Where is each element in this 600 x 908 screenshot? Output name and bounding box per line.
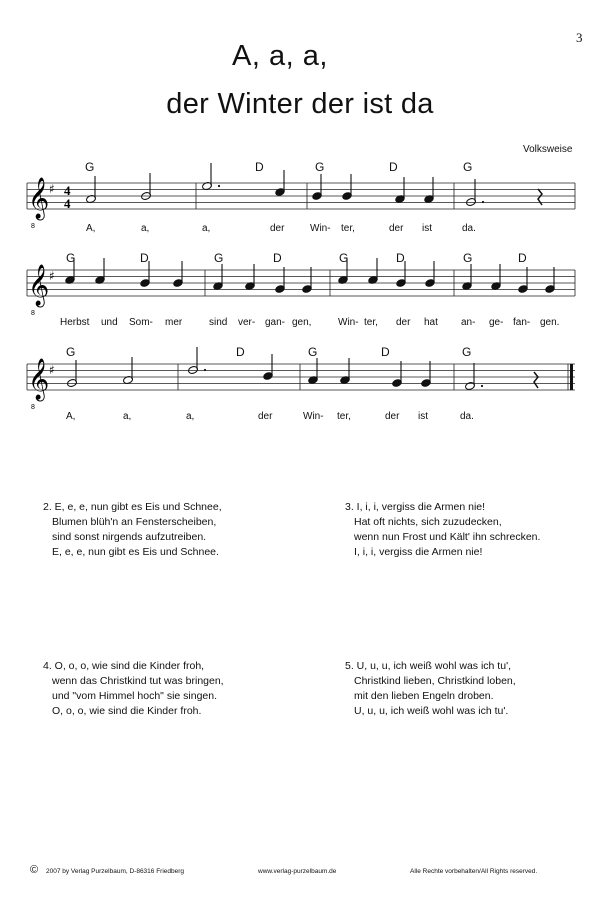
note xyxy=(342,192,352,201)
footer-website[interactable]: www.verlag-purzelbaum.de xyxy=(258,868,337,875)
lyric-syllable: a, xyxy=(123,411,132,422)
lyric-syllable: ver- xyxy=(238,317,256,328)
composer-credit: Volksweise xyxy=(523,144,573,155)
lyric-syllable: ter, xyxy=(341,223,355,234)
verse-line: Hat oft nichts, sich zuzudecken, xyxy=(354,516,502,528)
treble-clef-icon: 𝄞 xyxy=(28,178,50,219)
lyric-syllable: der xyxy=(389,223,404,234)
verse-line: wenn nun Frost und Kält' ihn schrecken. xyxy=(354,531,541,543)
note xyxy=(86,194,97,203)
chord-symbol: G xyxy=(308,345,318,359)
chord-symbol: D xyxy=(140,251,149,265)
verse-5 xyxy=(345,659,516,719)
chord-symbol: D xyxy=(255,160,264,174)
chord-symbol: D xyxy=(396,251,405,265)
chord-symbol: G xyxy=(85,160,95,174)
chord-symbol: G xyxy=(214,251,224,265)
lyric-syllable: a, xyxy=(141,223,150,234)
verse-4 xyxy=(43,659,224,719)
svg-text:♯: ♯ xyxy=(49,182,55,196)
lyric-syllable: fan- xyxy=(513,317,531,328)
lyric-syllable: A, xyxy=(86,223,96,234)
rest-icon xyxy=(538,189,542,205)
lyric-syllable: ter, xyxy=(337,411,351,422)
treble-clef-icon: 𝄞 xyxy=(28,359,50,400)
lyric-syllable: der xyxy=(270,223,285,234)
lyric-syllable: Som- xyxy=(129,317,153,328)
svg-text:8: 8 xyxy=(31,223,35,230)
note xyxy=(202,181,213,190)
verse-line: 4. O, o, o, wie sind die Kinder froh, xyxy=(43,660,205,672)
lyric-syllable: sind xyxy=(209,317,228,328)
song-title-line-1: A, a, a, xyxy=(232,40,328,72)
note xyxy=(275,188,285,197)
lyric-syllable: ist xyxy=(422,223,432,234)
lyric-syllable: a, xyxy=(202,223,211,234)
verse-line: 3. I, i, i, vergiss die Armen nie! xyxy=(345,501,486,513)
chord-symbol: G xyxy=(339,251,349,265)
copyright-icon: © xyxy=(30,864,39,876)
lyric-syllable: hat xyxy=(424,317,438,328)
svg-text:8: 8 xyxy=(31,404,35,411)
chord-symbol: G xyxy=(315,160,325,174)
chord-symbol: D xyxy=(381,345,390,359)
verse-line: Christkind lieben, Christkind loben, xyxy=(354,675,516,687)
lyric-syllable: gen, xyxy=(292,317,312,328)
chord-symbol: G xyxy=(463,160,473,174)
verse-line: I, i, i, vergiss die Armen nie! xyxy=(354,546,483,558)
lyric-syllable: und xyxy=(101,317,118,328)
svg-text:4: 4 xyxy=(64,196,71,211)
lyric-syllable: a, xyxy=(186,411,195,422)
lyric-syllable: ter, xyxy=(364,317,378,328)
note xyxy=(424,195,434,204)
chord-symbol: G xyxy=(66,251,76,265)
verse-2 xyxy=(43,500,222,560)
footer-rights: Alle Rechte vorbehalten/All Rights reserved. xyxy=(410,868,538,875)
note xyxy=(395,195,405,204)
chord-symbol: D xyxy=(273,251,282,265)
lyric-syllable: an- xyxy=(461,317,476,328)
lyric-syllable: Win- xyxy=(303,411,324,422)
chord-symbol: D xyxy=(236,345,245,359)
verse-line: und "vom Himmel hoch" sie singen. xyxy=(52,690,218,702)
lyric-syllable: gan- xyxy=(265,317,286,328)
lyric-syllable: der xyxy=(385,411,400,422)
lyric-syllable: mer xyxy=(165,317,183,328)
verse-line: O, o, o, wie sind die Kinder froh. xyxy=(52,705,202,717)
note xyxy=(141,191,152,200)
verse-3 xyxy=(345,500,540,560)
verse-line: wenn das Christkind tut was bringen, xyxy=(52,675,224,687)
lyric-syllable: A, xyxy=(66,411,76,422)
svg-text:♯: ♯ xyxy=(49,269,55,283)
lyric-syllable: der xyxy=(258,411,273,422)
lyric-syllable: ge- xyxy=(489,317,504,328)
chord-symbol: D xyxy=(389,160,398,174)
treble-clef-icon: 𝄞 xyxy=(28,265,50,306)
verse-line: 5. U, u, u, ich weiß wohl was ich tu', xyxy=(345,660,511,672)
chord-symbol: G xyxy=(66,345,76,359)
note xyxy=(466,197,477,206)
lyric-syllable: Herbst xyxy=(60,317,90,328)
chord-symbol: G xyxy=(462,345,472,359)
lyric-syllable: Win- xyxy=(310,223,331,234)
lyric-syllable: der xyxy=(396,317,411,328)
rest-icon xyxy=(534,372,538,388)
lyric-syllable: ist xyxy=(418,411,428,422)
chord-symbol: D xyxy=(518,251,527,265)
verse-line: E, e, e, nun gibt es Eis und Schnee. xyxy=(52,546,219,558)
lyric-syllable: Win- xyxy=(338,317,359,328)
svg-text:4: 4 xyxy=(64,183,71,198)
footer-copyright: 2007 by Verlag Purzelbaum, D-86316 Friedberg xyxy=(46,868,185,875)
svg-text:8: 8 xyxy=(31,310,35,317)
page-number: 3 xyxy=(576,30,583,45)
verse-line: sind sonst nirgends aufzutreiben. xyxy=(52,531,207,543)
lyric-syllable: gen. xyxy=(540,317,560,328)
lyric-syllable: da. xyxy=(462,223,476,234)
song-title-line-2: der Winter der ist da xyxy=(166,88,434,120)
verse-line: Blumen blüh'n an Fensterscheiben, xyxy=(52,516,217,528)
lyric-syllable: da. xyxy=(460,411,474,422)
verse-line: 2. E, e, e, nun gibt es Eis und Schnee, xyxy=(43,501,222,513)
verse-line: mit den lieben Engeln droben. xyxy=(354,690,494,702)
verse-line: U, u, u, ich weiß wohl was ich tu'. xyxy=(354,705,509,717)
note xyxy=(312,192,322,201)
chord-symbol: G xyxy=(463,251,473,265)
svg-text:♯: ♯ xyxy=(49,363,55,377)
